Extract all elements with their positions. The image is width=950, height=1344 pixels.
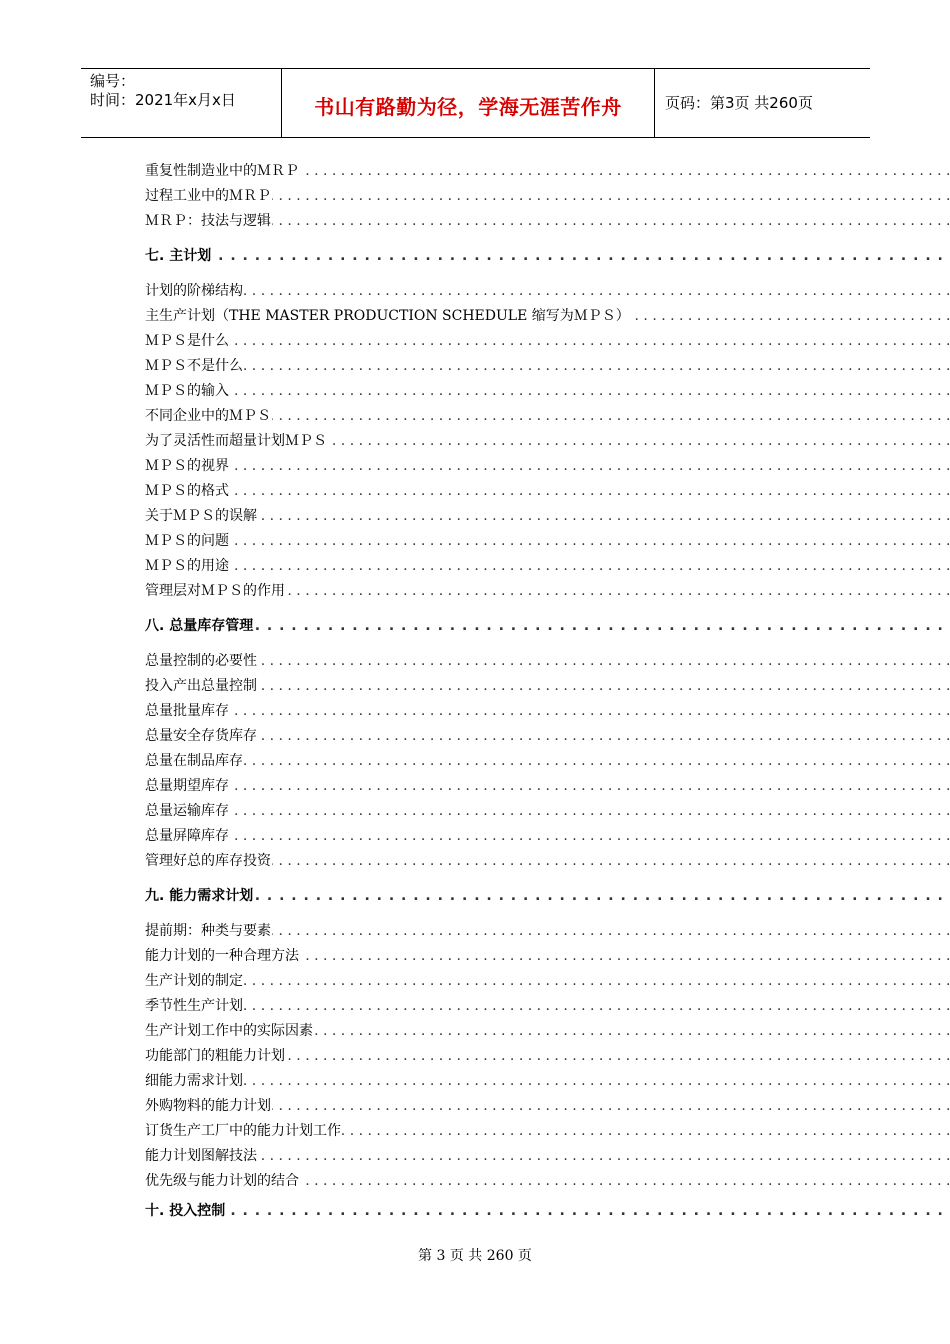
- toc-entry-text: 重复性制造业中的ＭＲＰ: [145, 163, 299, 179]
- toc-entry-text: ＭＰＳ的用途: [145, 558, 229, 574]
- toc-entry[interactable]: [145, 210, 950, 232]
- toc-entry[interactable]: [145, 1095, 950, 1117]
- toc-entry[interactable]: [145, 995, 950, 1017]
- toc-section-heading[interactable]: [145, 245, 950, 267]
- toc-entry[interactable]: [145, 580, 950, 602]
- toc-entry-text: ＭＰＳ不是什么: [145, 358, 243, 374]
- toc-entry-text: 十. 投入控制: [145, 1203, 226, 1219]
- document-date: 时间：2021年x月x日: [90, 91, 236, 109]
- header-page-cell: [655, 69, 870, 137]
- toc-entry[interactable]: [145, 1145, 950, 1167]
- toc-entry[interactable]: [145, 380, 950, 402]
- toc-entry-text: ＭＲＰ：技法与逻辑: [145, 213, 271, 229]
- toc-entry[interactable]: [145, 825, 950, 847]
- toc-entry[interactable]: [145, 530, 950, 552]
- toc-entry[interactable]: [145, 1120, 950, 1142]
- toc-section-heading[interactable]: [145, 615, 950, 637]
- toc-entry-text: 总量期望库存: [145, 778, 229, 794]
- toc-entry[interactable]: [145, 725, 950, 747]
- toc-entry-text: 订货生产工厂中的能力计划工作: [145, 1123, 341, 1139]
- toc-entry[interactable]: [145, 455, 950, 477]
- toc-entry-text: ＭＰＳ的视界: [145, 458, 229, 474]
- toc-entry-text: 计划的阶梯结构: [145, 283, 243, 299]
- toc-entry[interactable]: [145, 405, 950, 427]
- toc-entry-text: 能力计划的一种合理方法: [145, 948, 299, 964]
- toc-entry-text: 九. 能力需求计划: [145, 888, 254, 904]
- header-meta-cell: [81, 69, 282, 137]
- toc-entry-text: 过程工业中的ＭＲＰ: [145, 188, 271, 204]
- toc-entry-text: ＭＰＳ是什么: [145, 333, 229, 349]
- toc-entry[interactable]: [145, 650, 950, 672]
- toc-entry[interactable]: [145, 555, 950, 577]
- toc-entry[interactable]: [145, 1045, 950, 1067]
- toc-entry-text: 能力计划图解技法: [145, 1148, 257, 1164]
- toc-entry[interactable]: [145, 945, 950, 967]
- page-header: [81, 68, 870, 138]
- toc-entry-text: 总量屏障库存: [145, 828, 229, 844]
- toc-entry[interactable]: [145, 430, 950, 452]
- toc-entry[interactable]: [145, 355, 950, 377]
- toc-entry[interactable]: [145, 330, 950, 352]
- toc-entry-text: 细能力需求计划: [145, 1073, 243, 1089]
- toc-entry[interactable]: [145, 1020, 950, 1042]
- toc-entry[interactable]: [145, 1170, 950, 1192]
- toc-entry-text: 外购物料的能力计划: [145, 1098, 271, 1114]
- toc-entry[interactable]: [145, 160, 950, 182]
- toc-entry[interactable]: [145, 800, 950, 822]
- toc-entry-text: 生产计划工作中的实际因素: [145, 1023, 313, 1039]
- toc-entry[interactable]: [145, 775, 950, 797]
- toc-entry[interactable]: [145, 185, 950, 207]
- header-page-info: 页码：第3页 共260页: [665, 94, 813, 112]
- toc-entry-text: ＭＰＳ的格式: [145, 483, 229, 499]
- toc-entry[interactable]: [145, 970, 950, 992]
- toc-entry-text: 主生产计划（THE MASTER PRODUCTION SCHEDULE 缩写为ＭＰＳ）: [145, 308, 630, 324]
- toc-entry-text: ＭＰＳ的问题: [145, 533, 229, 549]
- toc-entry-text: 管理层对ＭＰＳ的作用: [145, 583, 285, 599]
- document-number-label: 编号：: [90, 72, 136, 90]
- toc-entry[interactable]: [145, 280, 950, 302]
- toc-entry[interactable]: [145, 850, 950, 872]
- toc-entry-text: 总量安全存货库存: [145, 728, 257, 744]
- toc-section-heading[interactable]: [145, 885, 950, 907]
- header-motto-cell: [282, 69, 655, 137]
- toc-entry-text: 提前期：种类与要素: [145, 923, 271, 939]
- toc-entry[interactable]: [145, 920, 950, 942]
- toc-section-heading[interactable]: [145, 1200, 950, 1222]
- toc-entry-text: 八. 总量库存管理: [145, 618, 254, 634]
- toc-entry-text: 不同企业中的ＭＰＳ: [145, 408, 271, 424]
- toc-entry-text: 总量控制的必要性: [145, 653, 257, 669]
- toc-entry[interactable]: [145, 675, 950, 697]
- toc-entry-text: 七. 主计划: [145, 248, 212, 264]
- toc-entry-text: 季节性生产计划: [145, 998, 243, 1014]
- toc-entry[interactable]: [145, 305, 950, 327]
- toc-entry-text: 总量批量库存: [145, 703, 229, 719]
- toc-entry[interactable]: [145, 750, 950, 772]
- toc-entry-text: 管理好总的库存投资: [145, 853, 271, 869]
- toc-entry-text: 总量在制品库存: [145, 753, 243, 769]
- toc-entry[interactable]: [145, 505, 950, 527]
- toc-entry-text: 总量运输库存: [145, 803, 229, 819]
- toc-entry-text: 为了灵活性而超量计划ＭＰＳ: [145, 433, 327, 449]
- toc-entry-text: ＭＰＳ的输入: [145, 383, 229, 399]
- toc-entry[interactable]: [145, 1070, 950, 1092]
- header-motto: 书山有路勤为径，学海无涯苦作舟: [314, 95, 622, 119]
- page-footer: 第 3 页 共 260 页: [418, 1248, 532, 1264]
- toc-entry-text: 投入产出总量控制: [145, 678, 257, 694]
- toc-entry-text: 生产计划的制定: [145, 973, 243, 989]
- toc-entry[interactable]: [145, 480, 950, 502]
- toc-entry[interactable]: [145, 700, 950, 722]
- toc-entry-text: 优先级与能力计划的结合: [145, 1173, 299, 1189]
- toc-entry-text: 关于ＭＰＳ的误解: [145, 508, 257, 524]
- toc-entry-text: 功能部门的粗能力计划: [145, 1048, 285, 1064]
